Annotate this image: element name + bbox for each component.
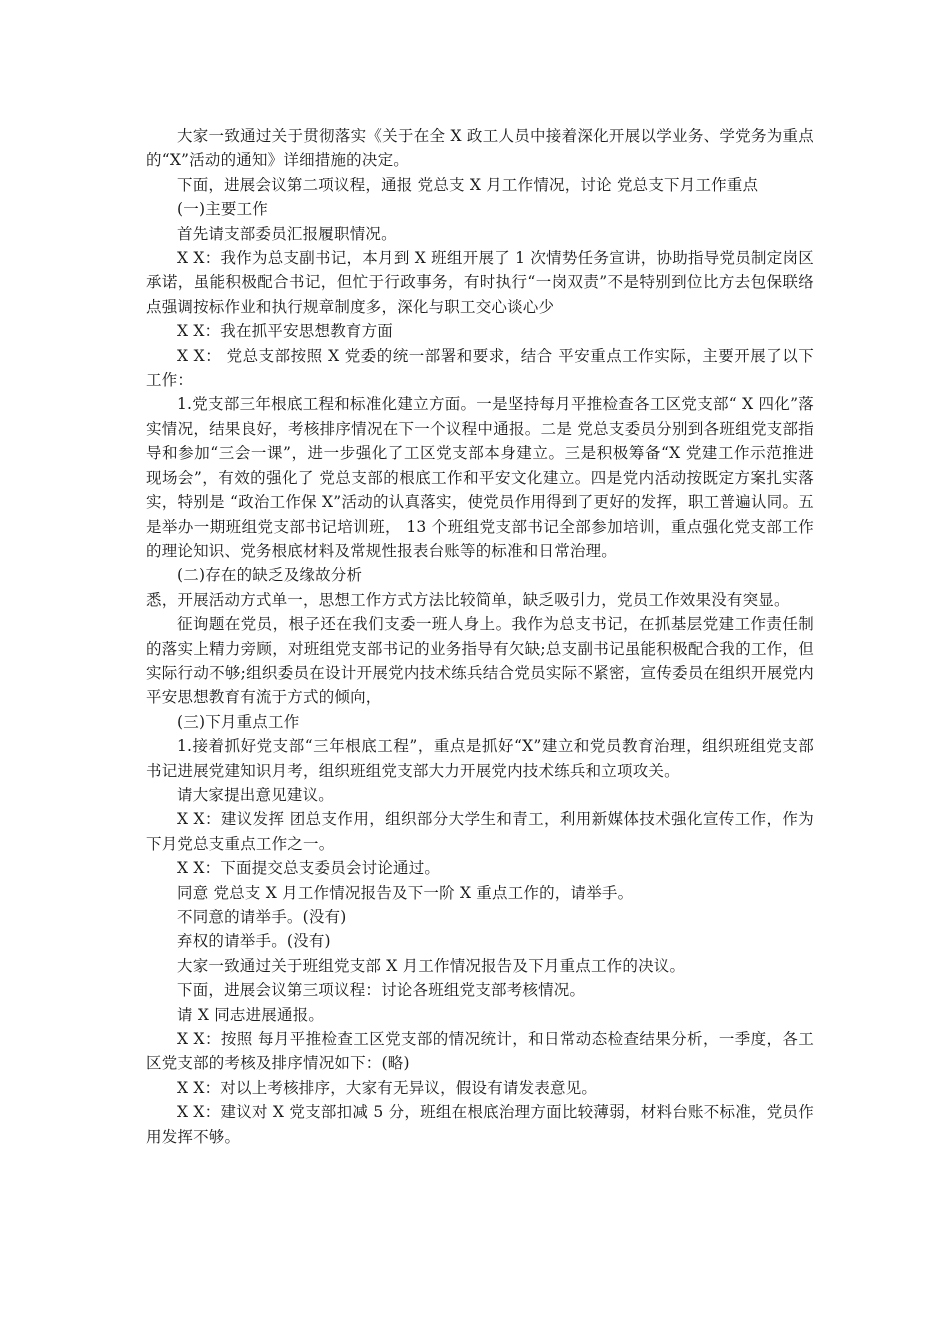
paragraph-assessment-report: X X：按照 每月平推检查工区党支部的情况统计，和日常动态检查结果分析，一季度，各工区党支部的考核及排序情况如下：(略) bbox=[146, 1030, 814, 1073]
paragraph-agenda-item-three: 下面，进展会议第三项议程：讨论各班组党支部考核情况。 bbox=[177, 981, 586, 1000]
paragraph-next-month-item-one: 1.接着抓好党支部“三年根底工程”，重点是抓好“X”建立和党员教育治理，组织班组党支部书记进展党建知识月考，组织班组党支部大力开展党内技术练兵和立项攻关。 bbox=[146, 737, 814, 780]
paragraph-work-item-one: 1.党支部三年根底工程和标准化建立方面。一是坚持每月平推检查各工区党支部“ X 四化”落实情况，结果良好，考核排序情况在下一个议程中通报。二是 党总支委员分别到各班组党支部指导和参加“三会一课”，进一步强化了工区党支部本身建立。三是积极筹备“X 党建工作示范推进现场会”，有效的强化了 党总支部的根底工作和平安文化建立。四是党内活动按既定方案扎实落实，特别是 “政治工作保 X”活动的认真落实，使党员作用得到了更好的发挥，职工普遍认同。五是举办一期班组党支部书记培训班， 13 个班组党支部书记全部参加培训，重点强化党支部工作的理论知识、党务根底材料及常规性报表台账等的标准和日常治理。 bbox=[146, 395, 814, 560]
paragraph-resolution-adopted: 大家一致通过关于班组党支部 X 月工作情况报告及下月重点工作的决议。 bbox=[177, 956, 686, 975]
paragraph-agenda-item-two: 下面，进展会议第二项议程，通报 党总支 X 月工作情况，讨论 党总支下月工作重点 bbox=[177, 175, 759, 194]
paragraph-decision-adopted: 大家一致通过关于贯彻落实《关于在全 X 政工人员中接着深化开展以学业务、学党务为重点的“X”活动的通知》详细措施的决定。 bbox=[146, 127, 814, 170]
paragraph-report-request: 首先请支部委员汇报履职情况。 bbox=[177, 224, 397, 243]
heading-next-month-work: (三)下月重点工作 bbox=[177, 712, 300, 731]
paragraph-deputy-secretary-report: X X：我作为总支副书记，本月到 X 班组开展了 1 次情势任务宣讲，协助指导党员制定岗区承诺，虽能积极配合书记，但忙于行政事务，有时执行“一岗双责”不是特别到位比方去包保联络点强调按标作业和执行规章制度多，深化与职工交心谈心少 bbox=[146, 249, 814, 316]
paragraph-vote-disagree: 不同意的请举手。(没有) bbox=[177, 908, 347, 926]
paragraph-vote-agree: 同意 党总支 X 月工作情况报告及下一阶 X 重点工作的，请举手。 bbox=[177, 883, 634, 902]
paragraph-request-suggestions: 请大家提出意见建议。 bbox=[177, 785, 335, 804]
paragraph-root-cause: 征询题在党员，根子还在我们支委一班人身上。我作为总支书记，在抓基层党建工作责任制的落实上精力旁顾，对班组党支部书记的业务指导有欠缺;总支副书记虽能积极配合我的工作，但实际行动不够;组织委员在设计开展党内技术练兵结合党员实际不紧密，宣传委员在组织开展党内平安思想教育有流于方式的倾向， bbox=[146, 615, 814, 707]
paragraph-ranking-objection: X X：对以上考核排序，大家有无异议，假设有请发表意见。 bbox=[177, 1078, 598, 1097]
paragraph-youth-league-suggestion: X X：建议发挥 团总支作用，组织部分大学生和青工，利用新媒体技术强化宣传工作，作为下月党总支重点工作之一。 bbox=[146, 810, 814, 853]
paragraph-vote-abstain: 弃权的请举手。(没有) bbox=[177, 932, 331, 951]
document-body bbox=[146, 124, 814, 1149]
heading-main-work: (一)主要工作 bbox=[177, 200, 268, 219]
paragraph-branch-work-summary: X X： 党总支部按照 X 党委的统一部署和要求，结合 平安重点工作实际，主要开展了以下工作： bbox=[146, 346, 814, 390]
paragraph-shortcomings-continued: 悉，开展活动方式单一，思想工作方式方法比较简单，缺乏吸引力，党员工作效果没有突显。 bbox=[146, 590, 790, 609]
paragraph-submit-for-vote: X X：下面提交总支委员会讨论通过。 bbox=[177, 859, 441, 878]
paragraph-safety-education: X X：我在抓平安思想教育方面 bbox=[177, 322, 393, 341]
paragraph-deduction-suggestion: X X：建议对 X 党支部扣减 5 分，班组在根底治理方面比较薄弱，材料台账不标准，党员作用发挥不够。 bbox=[146, 1103, 814, 1146]
paragraph-request-report: 请 X 同志进展通报。 bbox=[177, 1005, 325, 1024]
heading-shortcomings: (二)存在的缺乏及缘故分析 bbox=[177, 566, 363, 585]
